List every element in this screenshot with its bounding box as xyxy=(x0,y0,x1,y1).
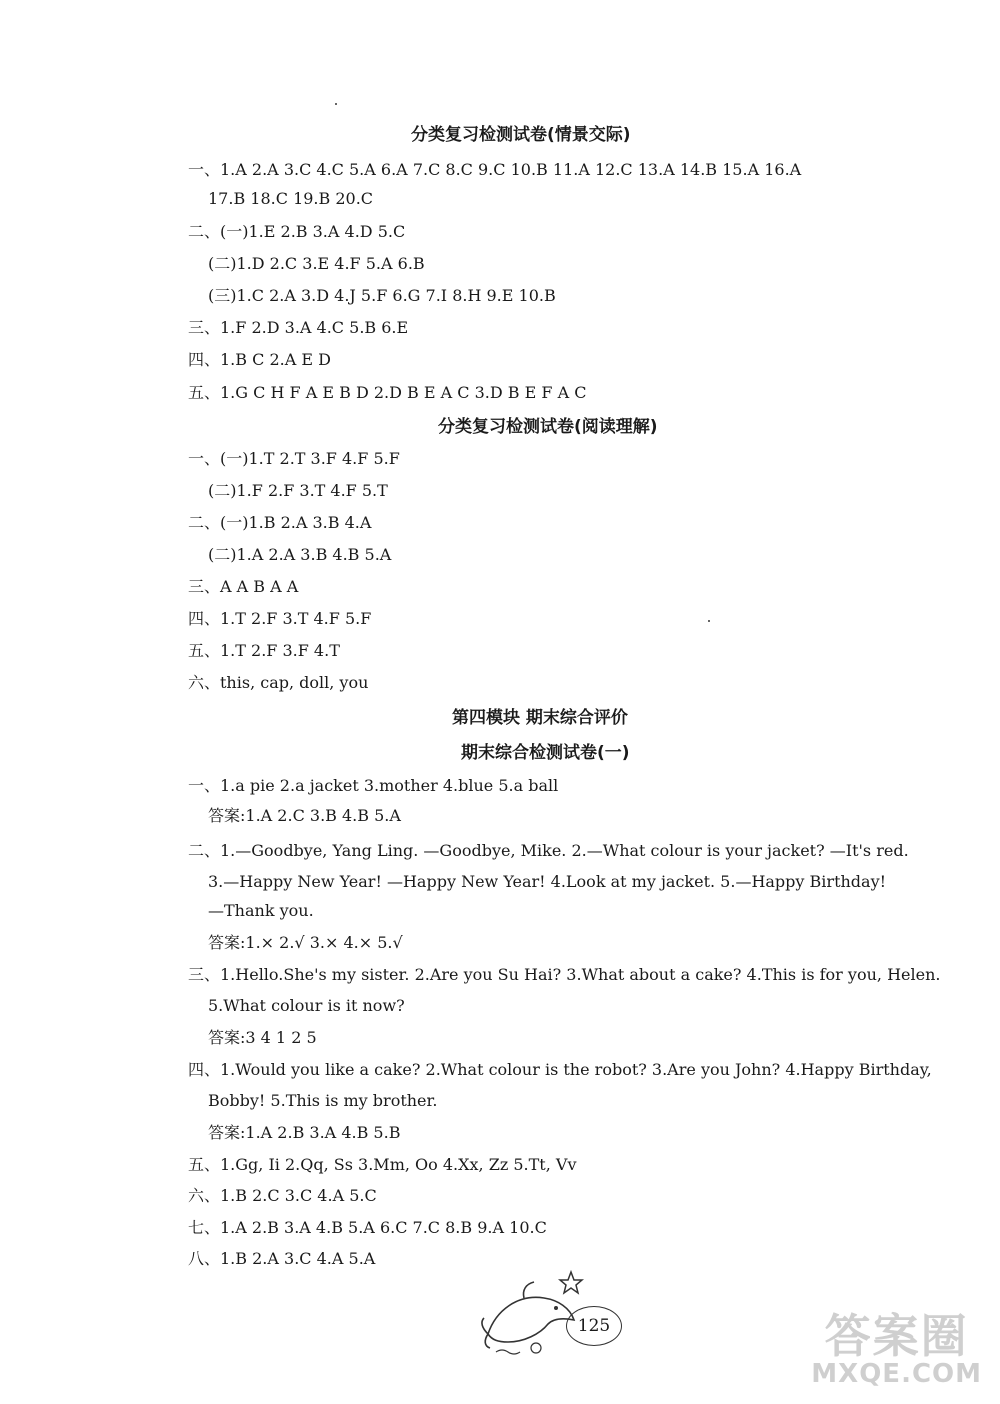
section-title-final-exam-1: 期末综合检测试卷(一) xyxy=(461,743,630,763)
answer-line: 三、1.Hello.She's my sister. 2.Are you Su Hai? 3.What about a cake? 4.This is for you, Helen. xyxy=(188,965,941,984)
answer-line: 四、1.B C 2.A E D xyxy=(188,350,331,369)
answer-line: 六、this, cap, doll, you xyxy=(188,673,369,692)
answer-line: 5.What colour is it now? xyxy=(208,996,405,1015)
star-icon xyxy=(558,1270,584,1296)
watermark-title: 答案圈 xyxy=(824,1309,969,1363)
answer-line: 四、1.T 2.F 3.T 4.F 5.F xyxy=(188,609,372,628)
answer-line: (二)1.D 2.C 3.E 4.F 5.A 6.B xyxy=(208,254,425,273)
answer-line: 17.B 18.C 19.B 20.C xyxy=(208,189,374,208)
scan-speck xyxy=(708,620,710,622)
page-number: 125 xyxy=(566,1306,622,1346)
answer-line: 三、1.F 2.D 3.A 4.C 5.B 6.E xyxy=(188,318,409,337)
answer-line: (二)1.A 2.A 3.B 4.B 5.A xyxy=(208,545,392,564)
answer-line: 五、1.T 2.F 3.F 4.T xyxy=(188,641,340,660)
answer-line: 二、(一)1.B 2.A 3.B 4.A xyxy=(188,513,372,532)
answer-line: 四、1.Would you like a cake? 2.What colour is the robot? 3.Are you John? 4.Happy Birthday, xyxy=(188,1060,932,1079)
watermark-url: MXQE.COM xyxy=(811,1359,982,1389)
answer-line: 六、1.B 2.C 3.C 4.A 5.C xyxy=(188,1186,377,1205)
answer-line: 一、1.a pie 2.a jacket 3.mother 4.blue 5.a ball xyxy=(188,776,559,795)
answer-line: 二、(一)1.E 2.B 3.A 4.D 5.C xyxy=(188,222,406,241)
answer-line: 二、1.—Goodbye, Yang Ling. —Goodbye, Mike. 2.—What colour is your jacket? —It's red. xyxy=(188,841,909,860)
answer-line: 答案:1.A 2.B 3.A 4.B 5.B xyxy=(208,1123,401,1142)
answer-line: 七、1.A 2.B 3.A 4.B 5.A 6.C 7.C 8.B 9.A 10.C xyxy=(188,1218,547,1237)
answer-line: 八、1.B 2.A 3.C 4.A 5.A xyxy=(188,1249,376,1268)
section-title-reading: 分类复习检测试卷(阅读理解) xyxy=(438,417,658,437)
module-title: 第四模块 期末综合评价 xyxy=(452,708,628,728)
answer-line: 一、(一)1.T 2.T 3.F 4.F 5.F xyxy=(188,449,400,468)
watermark xyxy=(811,1309,982,1389)
answer-line: 答案:3 4 1 2 5 xyxy=(208,1028,317,1047)
answer-line: 三、A A B A A xyxy=(188,577,299,596)
answer-line: 3.—Happy New Year! —Happy New Year! 4.Look at my jacket. 5.—Happy Birthday! xyxy=(208,872,887,891)
section-title-situational: 分类复习检测试卷(情景交际) xyxy=(411,125,631,145)
answer-line: 答案:1.A 2.C 3.B 4.B 5.A xyxy=(208,806,401,825)
answer-line: 一、1.A 2.A 3.C 4.C 5.A 6.A 7.C 8.C 9.C 10.B 11.A 12.C 13.A 14.B 15.A 16.A xyxy=(188,160,802,179)
answer-line: 五、1.Gg, Ii 2.Qq, Ss 3.Mm, Oo 4.Xx, Zz 5.Tt, Vv xyxy=(188,1155,577,1174)
answer-line: —Thank you. xyxy=(208,901,314,920)
answer-line: Bobby! 5.This is my brother. xyxy=(208,1091,438,1110)
answer-line: 五、1.G C H F A E B D 2.D B E A C 3.D B E F A C xyxy=(188,383,587,402)
scan-speck xyxy=(335,103,337,105)
answer-line: 答案:1.× 2.√ 3.× 4.× 5.√ xyxy=(208,933,403,952)
answer-line: (二)1.F 2.F 3.T 4.F 5.T xyxy=(208,481,388,500)
answer-line: (三)1.C 2.A 3.D 4.J 5.F 6.G 7.I 8.H 9.E 10.B xyxy=(208,286,556,305)
